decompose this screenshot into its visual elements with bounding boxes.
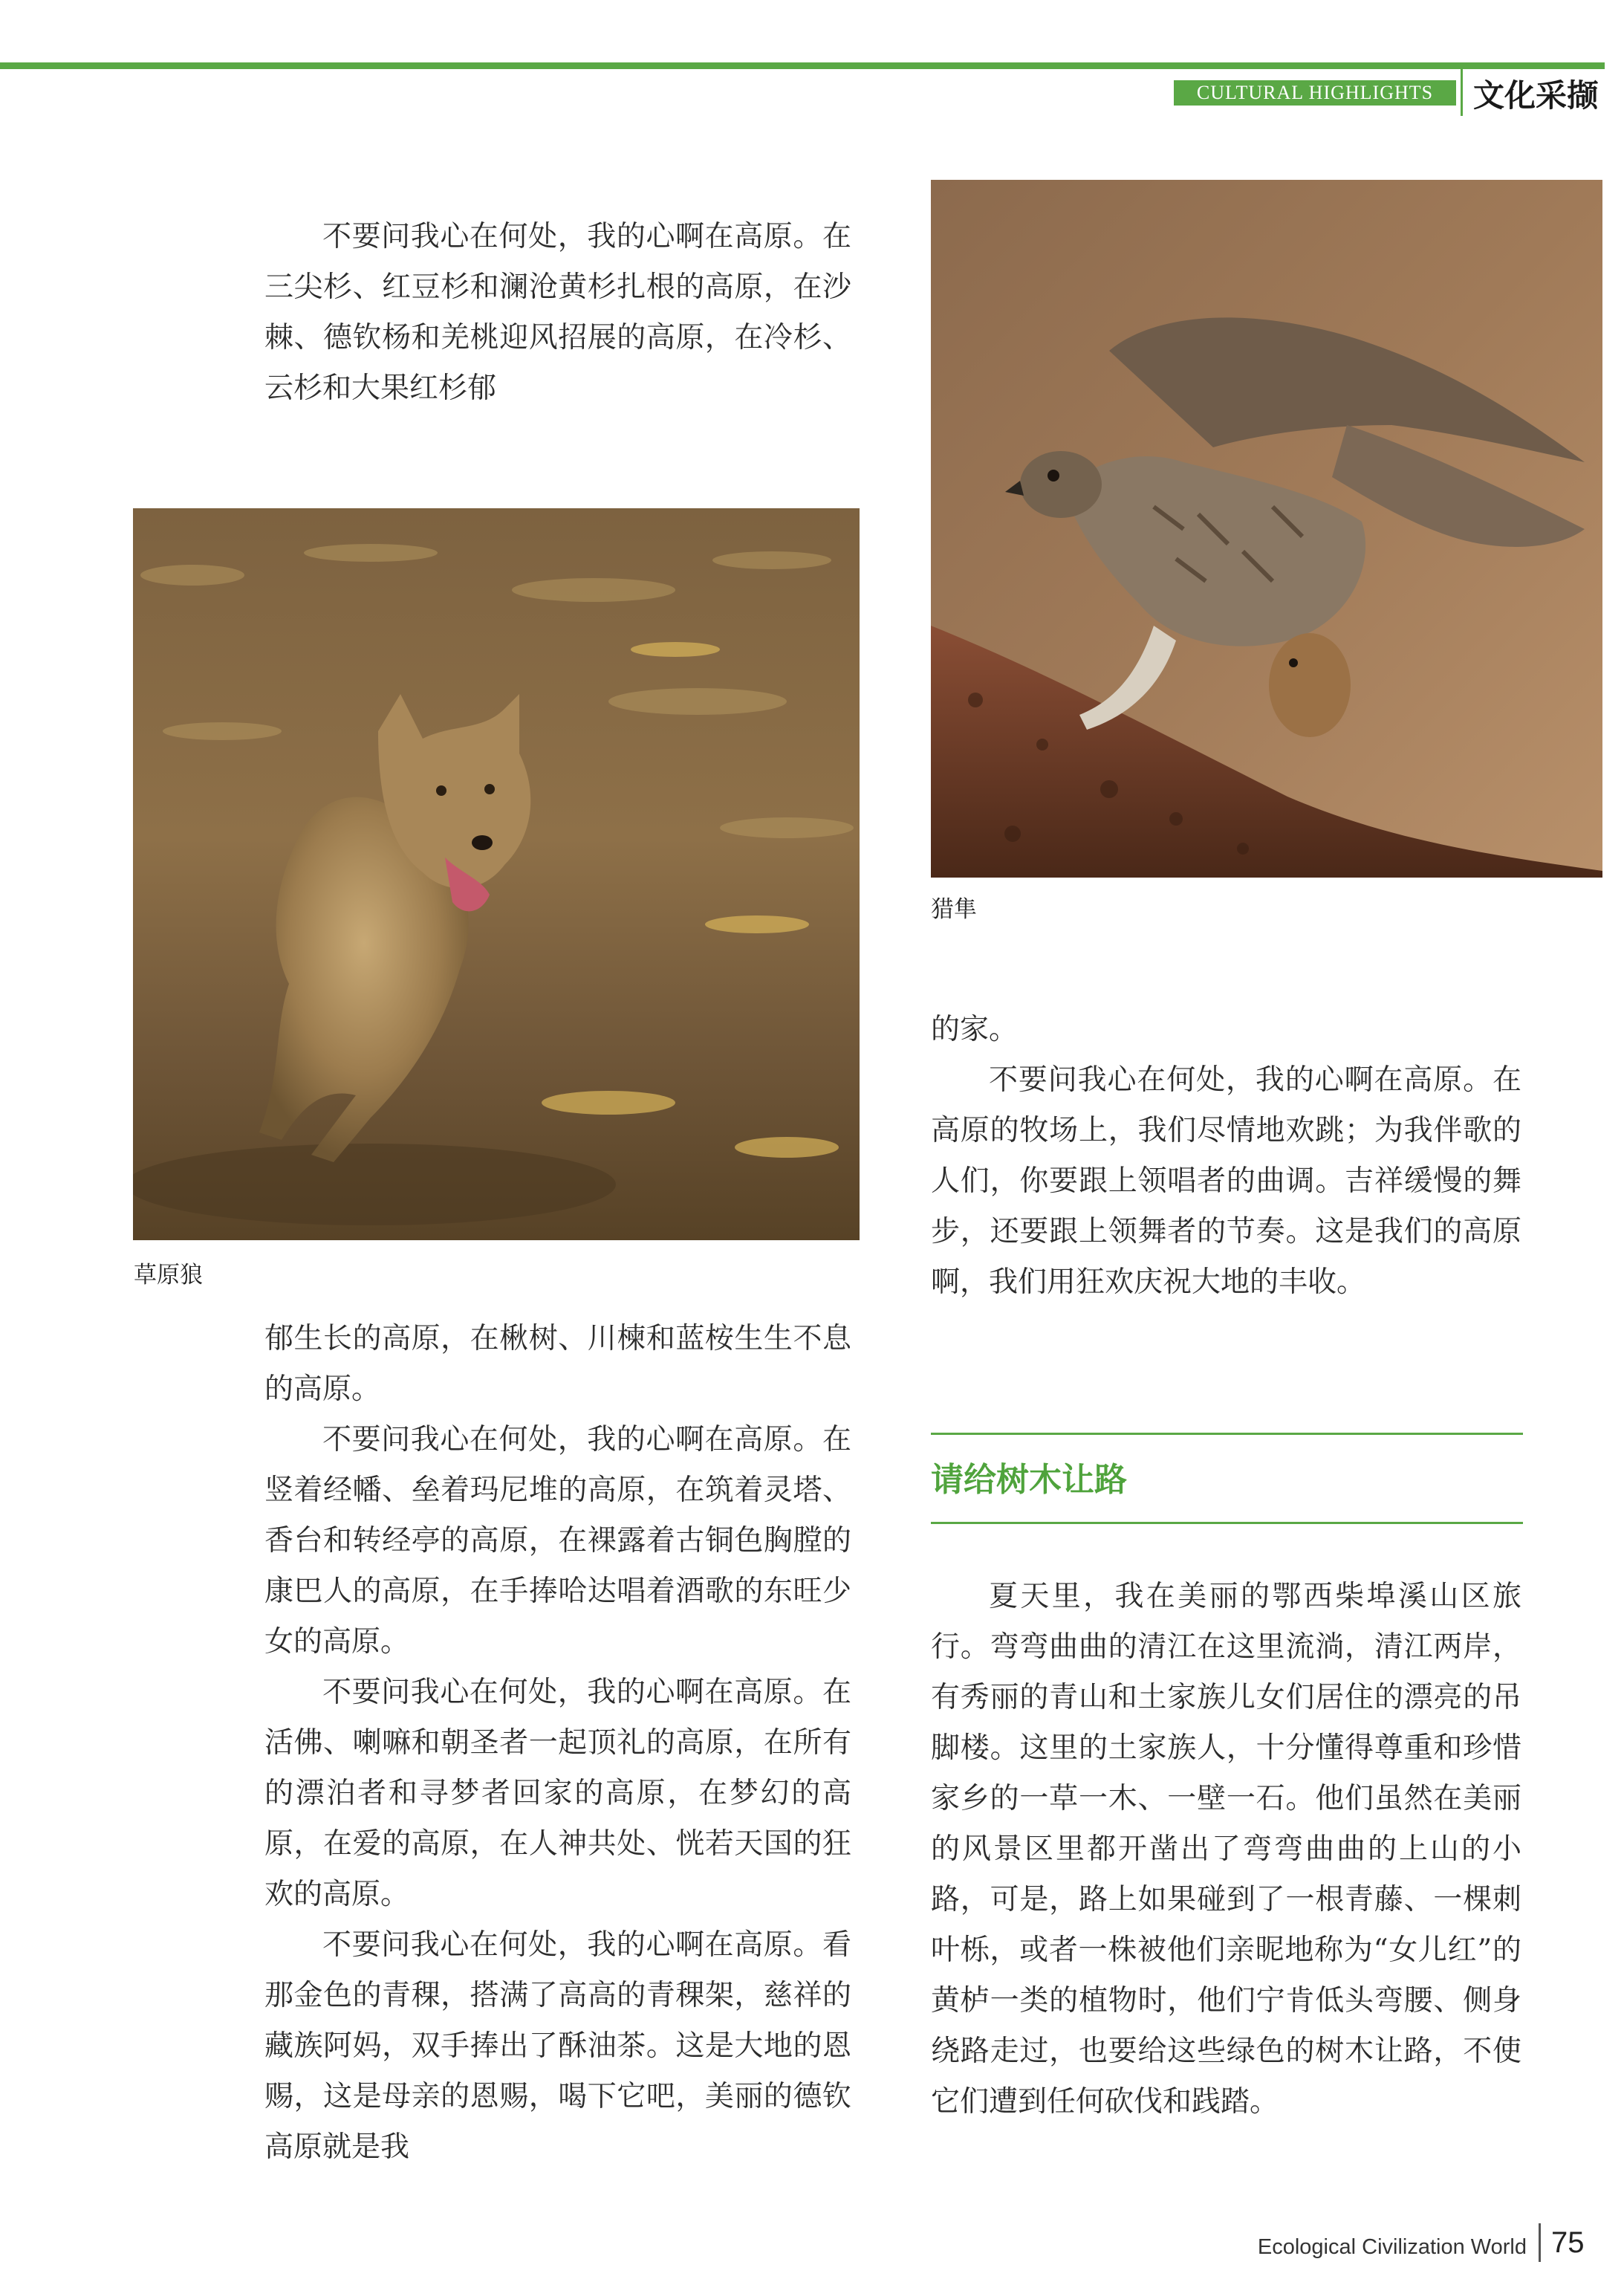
- page-number: 75: [1551, 2226, 1585, 2259]
- section-title-zh: 文化采撷: [1473, 77, 1599, 114]
- falcon-caption: 猎隼: [931, 896, 977, 923]
- heading-rule-top: [931, 1433, 1523, 1435]
- footer-divider: [1539, 2223, 1541, 2262]
- heading-rule-bottom: [931, 1522, 1523, 1524]
- article-paragraph-2: 郁生长的高原，在楸树、川楝和蓝桉生生不息的高原。: [264, 1322, 851, 1406]
- header-rule: [0, 62, 1605, 69]
- header-divider: [1461, 64, 1463, 116]
- falcon-photo: [931, 180, 1602, 878]
- article-paragraph-3: 不要问我心在何处，我的心啊在高原。在竖着经幡、垒着玛尼堆的高原，在筑着灵塔、香台和转经亭的高原，在裸露着古铜色胸膛的康巴人的高原，在手捧哈达唱着酒歌的东旺少女的高原。: [264, 1423, 851, 1659]
- article2-paragraph-1: 夏天里，我在美丽的鄂西柴埠溪山区旅行。弯弯曲曲的清江在这里流淌，清江两岸，有秀丽的青山和土家族儿女们居住的漂亮的吊脚楼。这里的土家族人，十分懂得尊重和珍惜家乡的一草一木、一壁一石。他们虽然在美丽的风景区里都开凿出了弯弯曲曲的上山的小路，可是，路上如果碰到了一根青藤、一棵刺叶栎，或者一株被他们亲昵地称为“女儿红”的黄栌一类的植物时，他们宁肯低头弯腰、侧身绕路走过，也要给这些绿色的树木让路，不使它们遭到任何砍伐和践踏。: [931, 1580, 1521, 2119]
- article2-heading: 请给树木让路: [931, 1461, 1127, 1499]
- footer-magazine-name: Ecological Civilization World: [1257, 2235, 1527, 2259]
- article-paragraph-4: 不要问我心在何处，我的心啊在高原。在活佛、喇嘛和朝圣者一起顶礼的高原，在所有的漂泊者和寻梦者回家的高原，在梦幻的高原，在爱的高原，在人神共处、恍若天国的狂欢的高原。: [264, 1676, 851, 1911]
- wolf-caption: 草原狼: [134, 1262, 203, 1289]
- wolf-photo: [133, 508, 860, 1240]
- article-paragraph-1: 不要问我心在何处，我的心啊在高原。在三尖杉、红豆杉和澜沧黄杉扎根的高原，在沙棘、德钦杨和羌桃迎风招展的高原，在冷杉、云杉和大果红杉郁: [264, 220, 851, 405]
- article-paragraph-7: 不要问我心在何处，我的心啊在高原。在高原的牧场上，我们尽情地欢跳；为我伴歌的人们，你要跟上领唱者的曲调。吉祥缓慢的舞步，还要跟上领舞者的节奏。这是我们的高原啊，我们用狂欢庆祝大地的丰收。: [931, 1063, 1521, 1299]
- section-tag-en: CULTURAL HIGHLIGHTS: [1174, 80, 1456, 106]
- article-paragraph-5: 不要问我心在何处，我的心啊在高原。看那金色的青稞，搭满了高高的青稞架，慈祥的藏族阿妈，双手捧出了酥油茶。这是大地的恩赐，这是母亲的恩赐，喝下它吧，美丽的德钦高原就是我: [264, 1928, 851, 2164]
- article-paragraph-6: 的家。: [931, 1013, 1019, 1046]
